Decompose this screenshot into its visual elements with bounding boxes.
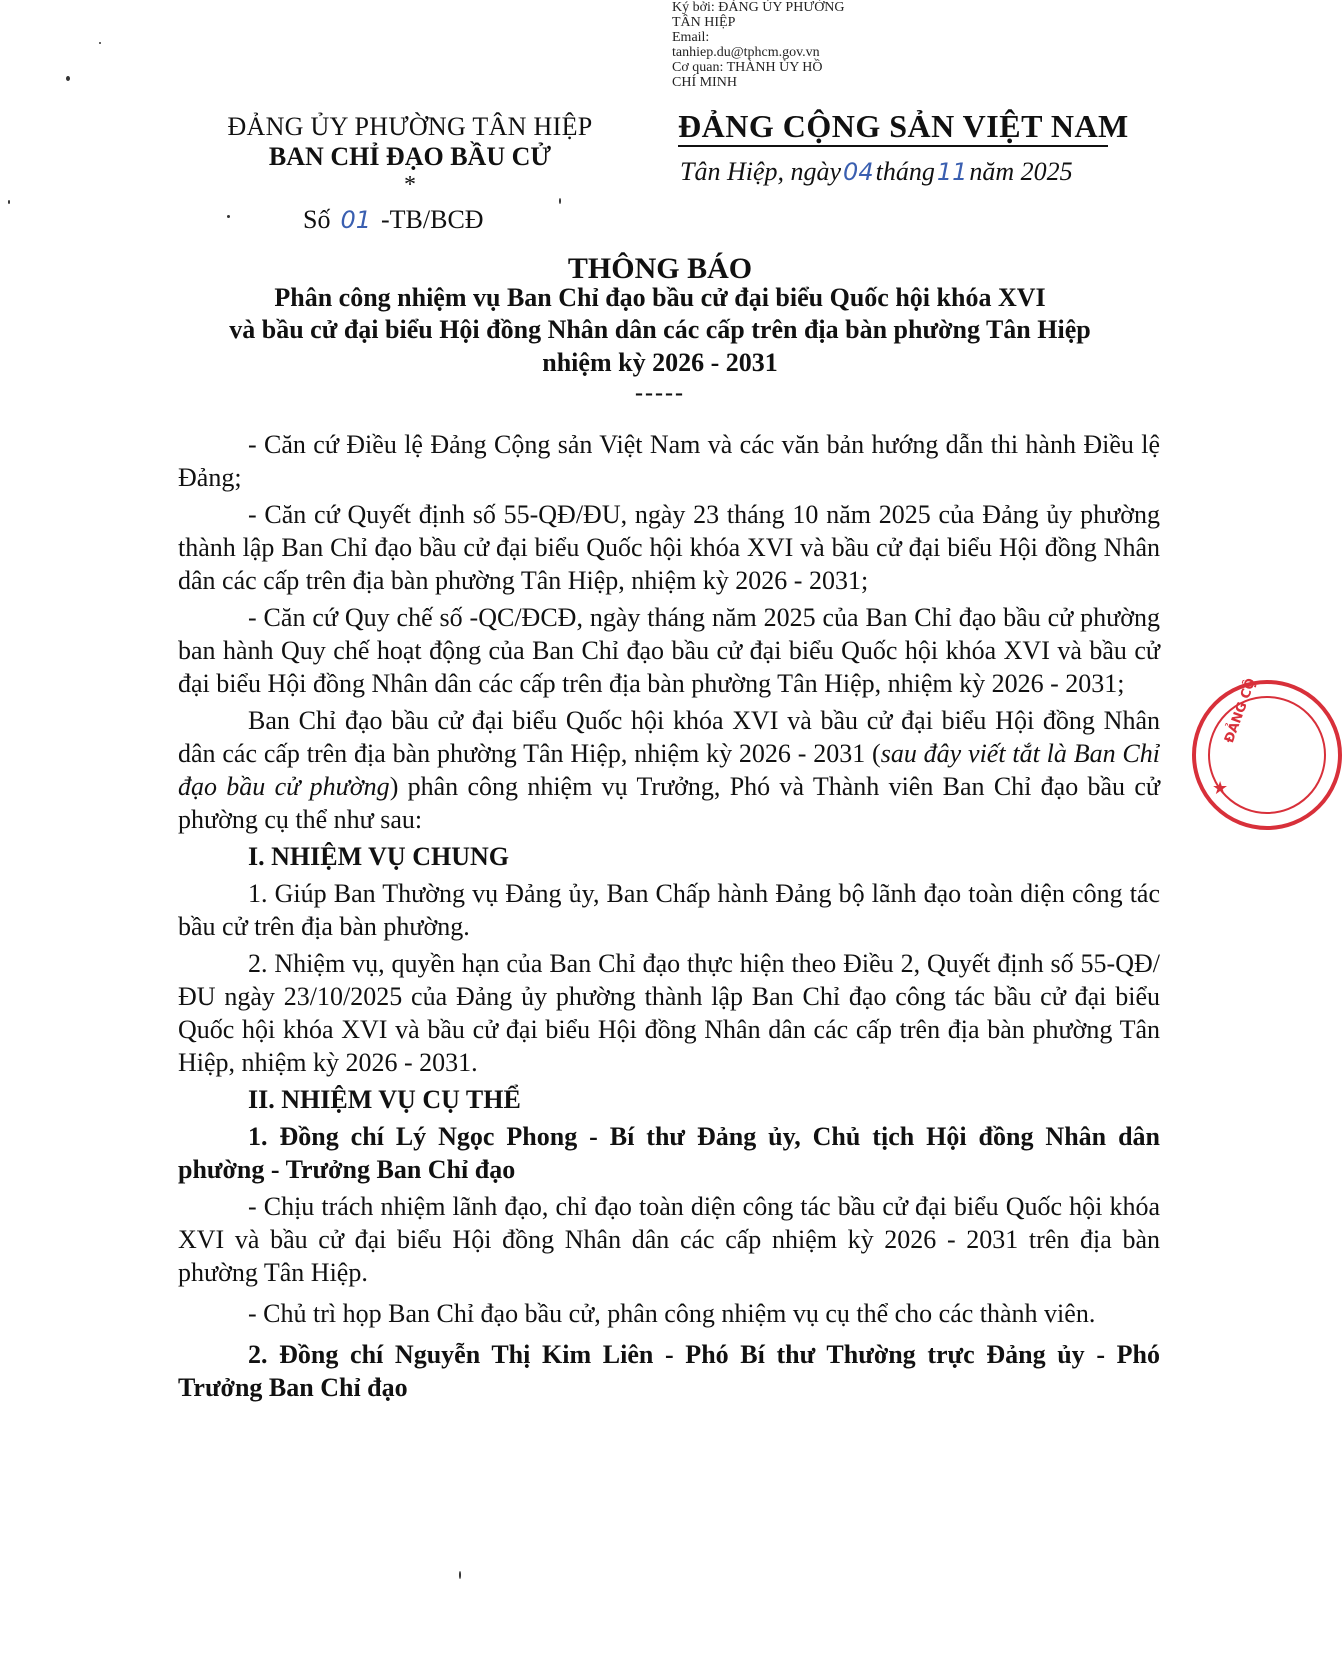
party-underline (678, 145, 1108, 147)
signature-line: Cơ quan: THÀNH ỦY HỒ (672, 60, 823, 75)
date-day-handwritten: 04 (843, 158, 874, 186)
subsection-heading: 2. Đồng chí Nguyễn Thị Kim Liên - Phó Bí thư Thường trực Đảng ủy - Phó Trưởng Ban Chỉ đạo (178, 1340, 1160, 1402)
date-year: năm 2025 (969, 157, 1073, 186)
signature-line: TÂN HIỆP (672, 15, 736, 30)
document-number-handwritten: 01 (340, 206, 372, 234)
paragraph: - Căn cứ Quy chế số -QC/ĐCĐ, ngày tháng năm 2025 của Ban Chỉ đạo bầu cử phường ban hành Quy chế hoạt động của Ban Chỉ đạo bầu cử đại biểu Quốc hội khóa XVI và bầu cử đại biểu Hội đồng Nhân dân các cấp trên địa bàn phường Tân Hiệp, nhiệm kỳ 2026 - 2031; (178, 603, 1160, 698)
red-seal-star: ★ (1212, 778, 1229, 798)
section-heading: I. NHIỆM VỤ CHUNG (248, 842, 509, 871)
paragraph: 2. Nhiệm vụ, quyền hạn của Ban Chỉ đạo thực hiện theo Điều 2, Quyết định số 55-QĐ/ĐU ngày 23/10/2025 của Đảng ủy phường thành lập Ban Chỉ đạo công tác bầu cử đại biểu Quốc hội khóa XVI và bầu cử đại biểu Hội đồng Nhân dân các cấp trên địa bàn phường Tân Hiệp, nhiệm kỳ 2026 - 2031. (178, 949, 1160, 1077)
document-title: THÔNG BÁO (567, 252, 753, 285)
paragraph-italic-text: sau đây viết tắt là Ban Chỉ đạo bầu cử phường (178, 739, 1160, 801)
date-month-label: tháng (875, 157, 935, 186)
document-number-prefix: Số (303, 205, 331, 234)
subsection-heading: 1. Đồng chí Lý Ngọc Phong - Bí thư Đảng ủy, Chủ tịch Hội đồng Nhân dân phường - Trưởng Ban Chỉ đạo (178, 1122, 1160, 1184)
document-subtitle-line: Phân công nhiệm vụ Ban Chỉ đạo bầu cử đại biểu Quốc hội khóa XVI (274, 283, 1046, 312)
document-number-suffix: -TB/BCĐ (381, 205, 484, 234)
signature-line: tanhiep.du@tphcm.gov.vn (672, 45, 820, 60)
document-number (303, 205, 484, 235)
signature-line: Email: (672, 30, 710, 45)
paragraph-text: Ban Chỉ đạo bầu cử đại biểu Quốc hội khóa XVI và bầu cử đại biểu Hội đồng Nhân dân các cấp trên địa bàn phường Tân Hiệp, nhiệm kỳ 2026 - 2031 ( (178, 706, 1160, 768)
date-prefix: Tân Hiệp, ngày (680, 157, 842, 186)
document-subtitle-line: nhiệm kỳ 2026 - 2031 (542, 348, 778, 377)
date-month-handwritten: 11 (936, 158, 968, 186)
paragraph-text: ) phân công nhiệm vụ Trưởng, Phó và Thành viên Ban Chỉ đạo bầu cử phường cụ thể như sau: (178, 772, 1160, 834)
paragraph: - Chủ trì họp Ban Chỉ đạo bầu cử, phân công nhiệm vụ cụ thể cho các thành viên. (248, 1299, 1096, 1328)
issuing-board: BAN CHỈ ĐẠO BẦU CỬ (268, 142, 552, 171)
paragraph (178, 704, 1160, 836)
document-subtitle-line: và bầu cử đại biểu Hội đồng Nhân dân các cấp trên địa bàn phường Tân Hiệp (229, 315, 1091, 344)
paragraph: - Chịu trách nhiệm lãnh đạo, chỉ đạo toàn diện công tác bầu cử đại biểu Quốc hội khóa XVI và bầu cử đại biểu Hội đồng Nhân dân các cấp nhiệm kỳ 2026 - 2031 trên địa bàn phường Tân Hiệp. (178, 1192, 1160, 1287)
digital-signature-info (672, 0, 902, 90)
signature-line: CHÍ MINH (672, 75, 737, 90)
section-heading: II. NHIỆM VỤ CỤ THỂ (248, 1085, 521, 1114)
party-name: ĐẢNG CỘNG SẢN VIỆT NAM (678, 108, 1129, 144)
title-separator: ----- (635, 380, 685, 406)
issuing-organization: ĐẢNG ỦY PHƯỜNG TÂN HIỆP (227, 112, 593, 141)
paragraph: - Căn cứ Điều lệ Đảng Cộng sản Việt Nam và các văn bản hướng dẫn thi hành Điều lệ Đảng; (178, 430, 1160, 492)
paragraph: - Căn cứ Quyết định số 55-QĐ/ĐU, ngày 23 tháng 10 năm 2025 của Đảng ủy phường thành lập Ban Chỉ đạo bầu cử đại biểu Quốc hội khóa XVI và bầu cử đại biểu Hội đồng Nhân dân các cấp trên địa bàn phường Tân Hiệp, nhiệm kỳ 2026 - 2031; (178, 500, 1160, 595)
signature-line: Ký bởi: ĐẢNG ỦY PHƯỜNG (672, 0, 845, 15)
place-date (680, 157, 1140, 187)
paragraph: 1. Giúp Ban Thường vụ Đảng ủy, Ban Chấp hành Đảng bộ lãnh đạo toàn diện công tác bầu cử trên địa bàn phường. (178, 879, 1160, 941)
header-star: * (404, 172, 416, 198)
red-seal-text: ĐẢNG CỘ (1222, 676, 1260, 746)
document-body (178, 428, 1160, 1408)
